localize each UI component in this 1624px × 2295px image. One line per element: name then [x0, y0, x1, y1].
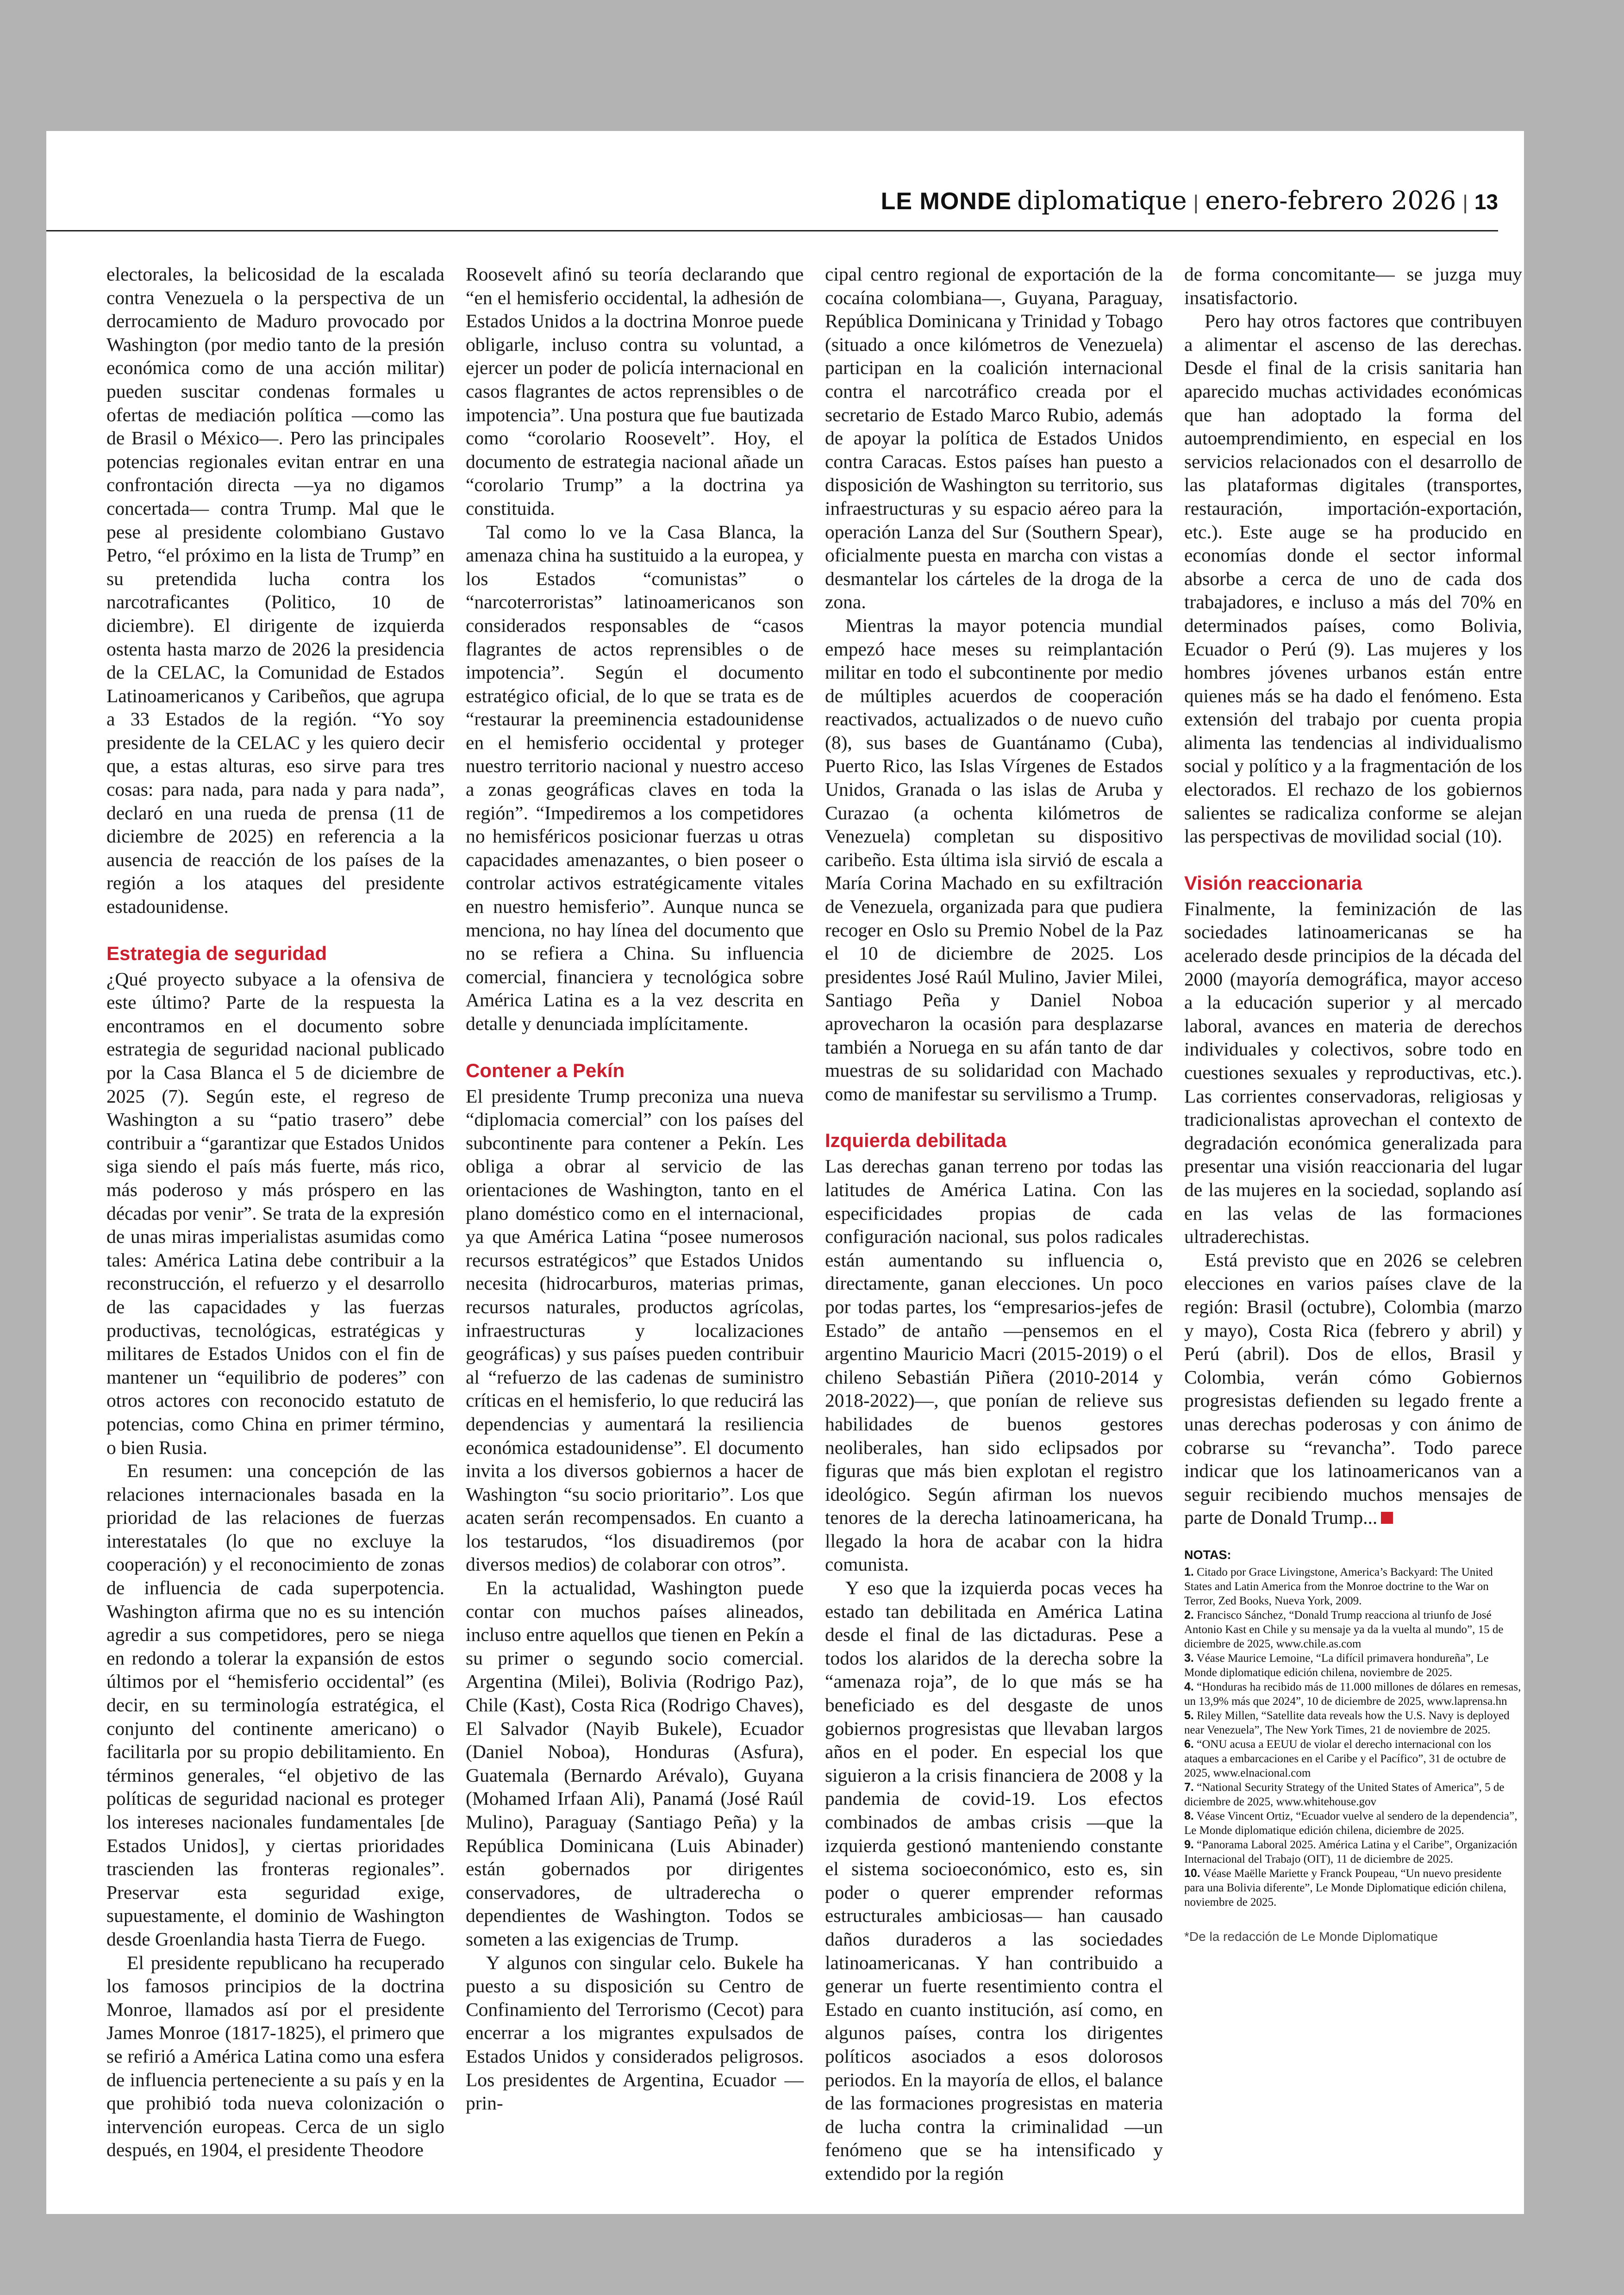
- footnote-text: Véase Vincent Ortiz, “Ecuador vuelve al sendero de la dependencia”, Le Monde diplomatique edición chilena, diciembre de 2025.: [1184, 1809, 1518, 1837]
- section-heading: Estrategia de seguridad: [106, 942, 327, 964]
- article-column-2: [466, 262, 804, 2115]
- footnote: [1184, 1866, 1522, 1909]
- footnote-number: 2.: [1184, 1608, 1194, 1621]
- footnote-number: 7.: [1184, 1780, 1194, 1794]
- article-column-4: [1184, 262, 1522, 1948]
- footnote: [1184, 1565, 1522, 1608]
- footnote: [1184, 1737, 1522, 1780]
- footnotes: [1184, 1548, 1522, 1909]
- paragraph: Y eso que la izquierda pocas veces ha estado tan debilitada en América Latina desde el final de las dictaduras. Pese a todos los alaridos de la derecha sobre la “amenaza roja”, de lo que más se ha beneficiado es del desgaste de unos gobiernos progresistas que llevaban largos años en el poder. En especial los que siguieron a la crisis financiera de 2008 y la pandemia de covid-19. Los efectos combinados de ambas crisis —que la izquierda gestionó manteniendo constante el sistema socioeconómico, esto es, sin poder o querer emprender reformas estructurales ambiciosas— han causado daños duraderos a las sociedades latinoamericanas. Y han contribuido a generar un fuerte resentimiento contra el Estado en cuanto institución, así como, en algunos países, contra los dirigentes políticos asociados a esos dolorosos periodos. En la mayoría de ellos, el balance de las formaciones progresistas en materia de lucha contra la criminalidad —un fenómeno que se ha intensificado y extendido por la región: [825, 1577, 1163, 2184]
- masthead-separator: |: [1193, 191, 1199, 214]
- footnote-number: 5.: [1184, 1709, 1194, 1722]
- footnote: [1184, 1780, 1522, 1809]
- footnote-number: 1.: [1184, 1565, 1194, 1578]
- footnote-text: Citado por Grace Livingstone, America’s Backyard: The United States and Latin America from the Monroe doctrine to the War on Terror, Zed Books, Nueva York, 2009.: [1184, 1565, 1493, 1607]
- footnote-text: Véase Maurice Lemoine, “La difícil primavera hondureña”, Le Monde diplomatique edición chilena, noviembre de 2025.: [1184, 1652, 1489, 1679]
- footnotes-list: [1184, 1565, 1522, 1909]
- footnote: [1184, 1809, 1522, 1838]
- footnote-text: “ONU acusa a EEUU de violar el derecho internacional con los ataques a embarcaciones en el Caribe y el Pacífico”, 31 de octubre de 2025, www.elnacional.com: [1184, 1738, 1506, 1779]
- footnote-number: 4.: [1184, 1680, 1194, 1693]
- footnote-text: “Panorama Laboral 2025. América Latina y el Caribe”, Organización Internacional del Trabajo (OIT), 11 de diciembre de 2025.: [1184, 1838, 1518, 1865]
- section-heading: Contener a Pekín: [466, 1059, 625, 1081]
- section-heading: Visión reaccionaria: [1184, 872, 1362, 894]
- end-of-article-mark: [1381, 1512, 1393, 1524]
- footnote-number: 6.: [1184, 1737, 1194, 1751]
- footnote-text: Véase Maëlle Mariette y Franck Poupeau, “Un nuevo presidente para una Bolivia diferente”, Le Monde Diplomatique edición chilena, noviembre de 2025.: [1184, 1867, 1506, 1908]
- footnote-number: 8.: [1184, 1809, 1194, 1822]
- footnote: [1184, 1709, 1522, 1737]
- paragraph: Y algunos con singular celo. Bukele ha puesto a su disposición su Centro de Confinamiento del Terrorismo (Cecot) para encerrar a los migrantes expulsados de Estados Unidos y considerados peligrosos. Los presidentes de Argentina, Ecuador —prin-: [466, 1952, 804, 2114]
- masthead-brand: LE MONDE: [881, 188, 1012, 215]
- footnote-text: Riley Millen, “Satellite data reveals how the U.S. Navy is deployed near Venezuela”, The New York Times, 21 de noviembre de 2025.: [1184, 1709, 1510, 1736]
- closing-paragraph-text: Está previsto que en 2026 se celebren elecciones en varios países clave de la región: Brasil (octubre), Colombia (marzo y mayo), Costa Rica (febrero y abril) y Perú (abril). Dos de ellos, Brasil y Colombia, verán cómo Gobiernos progresistas defienden su legado frente a unas derechas poderosas y con ánimo de cobrarse su “revancha”. Todo parece indicar que los latinoamericanos van a seguir recibiendo muchos mensajes de parte de Donald Trump...: [1184, 1249, 1522, 1528]
- masthead-separator-2: |: [1462, 191, 1468, 214]
- footnote-number: 9.: [1184, 1838, 1194, 1851]
- footnote-number: 3.: [1184, 1651, 1194, 1665]
- footnote-number: 10.: [1184, 1866, 1200, 1880]
- paragraph: electorales, la belicosidad de la escalada contra Venezuela o la perspectiva de un derrocamiento de Maduro provocado por Washington (por medio tanto de la presión económica como de una acción militar) pueden suscitar condenas formales u ofertas de mediación política —como las de Brasil o México—. Pero las principales potencias regionales evitan entrar en una confrontación directa —ya no digamos concertada— contra Trump. Mal que le pese al presidente colombiano Gustavo Petro, “el próximo en la lista de Trump” en su pretendida lucha contra los narcotraficantes (Politico, 10 de diciembre). El dirigente de izquierda ostenta hasta marzo de 2026 la presidencia de la CELAC, la Comunidad de Estados Latinoamericanos y Caribeños, que agrupa a 33 Estados de la región. “Yo soy presidente de la CELAC y les quiero decir que, a estas alturas, eso sirve para tres cosas: para nada, para nada y para nada”, declaró en una rueda de prensa (11 de diciembre de 2025) en referencia a la ausencia de reacción de los países de la región a los ataques del presidente estadounidense.: [106, 263, 444, 917]
- footnote-text: “Honduras ha recibido más de 11.000 millones de dólares en remesas, un 13,9% más que 2024”, 10 de diciembre de 2025, www.laprensa.hn: [1184, 1680, 1521, 1708]
- issue-date: enero-febrero 2026: [1205, 186, 1456, 215]
- article-column-1: [106, 262, 444, 2162]
- footnote: [1184, 1651, 1522, 1680]
- paragraph: Pero hay otros factores que contribuyen a alimentar el ascenso de las derechas. Desde el final de la crisis sanitaria han aparecido muchas actividades económicas que han adoptado la forma del autoemprendimiento, en especial en los servicios relacionados con el desarrollo de las plataformas digitales (transportes, restauración, importación-exportación, etc.). Este auge se ha producido en economías donde el sector informal absorbe a cerca de uno de cada dos trabajadores, e incluso a más del 70% en determinados países, como Bolivia, Ecuador o Perú (9). Las mujeres y los hombres jóvenes urbanos están entre quienes más se ha dado el fenómeno. Esta extensión del trabajo por cuenta propia alimenta las tendencias al individualismo social y político y a la fragmentación de los electorados. El rechazo de los gobiernos salientes se radicaliza conforme se alejan las perspectivas de movilidad social (10).: [1184, 310, 1522, 847]
- footnote-text: “National Security Strategy of the United States of America”, 5 de diciembre de 2025, www.whitehouse.gov: [1184, 1781, 1505, 1808]
- header-rule: [46, 230, 1498, 231]
- paragraph: Mientras la mayor potencia mundial empezó hace meses su reimplantación militar en todo el subcontinente por medio de múltiples acuerdos de cooperación reactivados, actualizados o de nuevo cuño (8), sus bases de Guantánamo (Cuba), Puerto Rico, las Islas Vírgenes de Estados Unidos, Granada o las islas de Aruba y Curazao (a ochenta kilómetros de Venezuela) completan su dispositivo caribeño. Esta última isla sirvió de escala a María Corina Machado en su exfiltración de Venezuela, organizada para que pudiera recoger en Oslo su Premio Nobel de la Paz el 10 de diciembre de 2025. Los presidentes José Raúl Mulino, Javier Milei, Santiago Peña y Daniel Noboa aprovecharon la ocasión para desplazarse también a Noruega en su afán tanto de dar muestras de su solidaridad con Machado como de manifestar su servilismo a Trump.: [825, 614, 1163, 1104]
- masthead-subtitle: diplomatique: [1017, 186, 1187, 215]
- paragraph: cipal centro regional de exportación de la cocaína colombiana—, Guyana, Paraguay, República Dominicana y Trinidad y Tobago (situado a once kilómetros de Venezuela) participan en la coalición internacional contra el narcotráfico creada por el secretario de Estado Marco Rubio, además de apoyar la política de Estados Unidos contra Caracas. Estos países han puesto a disposición de Washington su territorio, sus infraestructuras y su espacio aéreo para la operación Lanza del Sur (Southern Spear), oficialmente puesta en marcha con vistas a desmantelar los cárteles de la droga de la zona.: [825, 263, 1163, 613]
- footnote: [1184, 1680, 1522, 1709]
- byline: *De la redacción de Le Monde Diplomatique: [1184, 1929, 1438, 1944]
- page-number: 13: [1474, 190, 1498, 214]
- paragraph: El presidente republicano ha recuperado los famosos principios de la doctrina Monroe, llamados así por el presidente James Monroe (1817-1825), el primero que se refirió a América Latina como una esfera de influencia perteneciente a su país y en la que prohibió toda nueva colonización o intervención europeas. Cerca de un siglo después, en 1904, el presidente Theodore: [106, 1952, 444, 2161]
- paragraph: El presidente Trump preconiza una nueva “diplomacia comercial” con los países del subcontinente para contener a Pekín. Les obliga a obrar al servicio de las orientaciones de Washington, tanto en el plano doméstico como en el internacional, ya que América Latina “posee numerosos recursos estratégicos” que Estados Unidos necesita (hidrocarburos, materias primas, recursos naturales, productos agrícolas, infraestructuras y localizaciones geográficas) y sus países pueden contribuir al “refuerzo de las cadenas de suministro críticas en el hemisferio, lo que reducirá las dependencias y aumentará la resiliencia económica estadounidense”. El documento invita a los diversos gobiernos a hacer de Washington “su socio prioritario”. Los que acaten serán recompensados. En cuanto a los testarudos, “los disuadiremos (por diversos medios) de colaborar con otros”.: [466, 1085, 804, 1575]
- footnote-text: Francisco Sánchez, “Donald Trump reacciona al triunfo de José Antonio Kast en Chile y su mensaje ya da la vuelta al mundo”, 15 de diciembre de 2025, www.chile.as.com: [1184, 1609, 1504, 1650]
- paragraph: ¿Qué proyecto subyace a la ofensiva de este último? Parte de la respuesta la encontramos en el documento sobre estrategia de seguridad nacional publicado por la Casa Blanca el 5 de diciembre de 2025 (7). Según este, el regreso de Washington a su “patio trasero” debe contribuir a “garantizar que Estados Unidos siga siendo el país más fuerte, más rico, más poderoso y más próspero en las décadas por venir”. Se trata de la expresión de unas miras imperialistas asumidas como tales: América Latina debe contribuir a la reconstrucción, el refuerzo y el desarrollo de las capacidades y las fuerzas productivas, tecnológicas, estratégicas y militares de Estados Unidos con el fin de mantener un “equilibrio de poderes” con otros actores con reconocido estatuto de potencias, como China en primer término, o bien Rusia.: [106, 968, 444, 1458]
- section-heading: Izquierda debilitada: [825, 1129, 1007, 1152]
- paragraph: En resumen: una concepción de las relaciones internacionales basada en la prioridad de las relaciones de fuerzas interestatales (lo que no excluye la cooperación) y el reconocimiento de zonas de influencia de cada superpotencia. Washington afirma que no es su intención agredir a sus competidores, pero se niega en redondo a tolerar la expansión de estos últimos por el “hemisferio occidental” (es decir, en su terminología estratégica, el conjunto del continente americano) o facilitarla por su propio debilitamiento. En términos generales, “el objetivo de las políticas de seguridad nacional es proteger los intereses nacionales fundamentales [de Estados Unidos], y ciertas prioridades trascienden las fronteras regionales”. Preservar esta seguridad exige, supuestamente, el dominio de Washington desde Groenlandia hasta Tierra de Fuego.: [106, 1460, 444, 1950]
- masthead: [881, 186, 1498, 223]
- paragraph: Roosevelt afinó su teoría declarando que “en el hemisferio occidental, la adhesión de Estados Unidos a la doctrina Monroe puede obligarle, incluso contra su voluntad, a ejercer un poder de policía internacional en casos flagrantes de actos reprensibles o de impotencia”. Una postura que fue bautizada como “corolario Roosevelt”. Hoy, el documento de estrategia nacional añade un “corolario Trump” a la doctrina ya constituida.: [466, 263, 804, 519]
- footnote: [1184, 1608, 1522, 1651]
- footnotes-title: NOTAS:: [1184, 1547, 1231, 1562]
- footnote: [1184, 1838, 1522, 1866]
- article-column-3: [825, 262, 1163, 2185]
- paragraph: Finalmente, la feminización de las sociedades latinoamericanas se ha acelerado desde principios de la década del 2000 (mayoría demográfica, mayor acceso a la educación superior y al mercado laboral, avances en materia de derechos individuales y colectivos, sobre todo en cuestiones sexuales y reproductivas, etc.). Las corrientes conservadoras, religiosas y tradicionalistas aprovechan el contexto de degradación económica generalizada para presentar una visión reaccionaria del lugar de las mujeres en la sociedad, soplando así en las velas de las formaciones ultraderechistas.: [1184, 898, 1522, 1247]
- paragraph: En la actualidad, Washington puede contar con muchos países alineados, incluso entre aquellos que tienen en Pekín a su primer o segundo socio comercial. Argentina (Milei), Bolivia (Rodrigo Paz), Chile (Kast), Costa Rica (Rodrigo Chaves), El Salvador (Nayib Bukele), Ecuador (Daniel Noboa), Honduras (Asfura), Guatemala (Bernardo Arévalo), Guyana (Mohamed Irfaan Ali), Panamá (José Raúl Mulino), Paraguay (Santiago Peña) y la República Dominicana (Luis Abinader) están gobernados por dirigentes conservadores, de ultraderecha o dependientes de Washington. Todos se someten a las exigencias de Trump.: [466, 1577, 804, 1950]
- paragraph: de forma concomitante— se juzga muy insatisfactorio.: [1184, 263, 1522, 308]
- paragraph: [1184, 1248, 1522, 1529]
- paragraph: Las derechas ganan terreno por todas las latitudes de América Latina. Con las especificidades propias de cada configuración nacional, sus polos radicales están aumentando su influencia o, directamente, ganan elecciones. Un poco por todas partes, los “empresarios-jefes de Estado” de antaño —pensemos en el argentino Mauricio Macri (2015-2019) o el chileno Sebastián Piñera (2010-2014 y 2018-2022)—, que ponían de relieve sus habilidades de buenos gestores neoliberales, han sido eclipsados por figuras que más bien explotan el registro ideológico. Según afirman los nuevos tenores de la derecha latinoamericana, ha llegado la hora de acabar con la hidra comunista.: [825, 1155, 1163, 1575]
- paragraph: Tal como lo ve la Casa Blanca, la amenaza china ha sustituido a la europea, y los Estados “comunistas” o “narcoterroristas” latinoamericanos son considerados responsables de “casos flagrantes de actos reprensibles o de impotencia”. Según el documento estratégico oficial, de lo que se trata es de “restaurar la preeminencia estadounidense en el hemisferio occidental y proteger nuestro territorio nacional y nuestro acceso a zonas geográficas claves en toda la región”. “Impediremos a los competidores no hemisféricos posicionar fuerzas u otras capacidades amenazantes, o bien poseer o controlar activos estratégicamente vitales en nuestro hemisferio”. Aunque nunca se menciona, no hay línea del documento que no se refiera a China. Su influencia comercial, financiera y tecnológica sobre América Latina es a la vez descrita en detalle y denunciada implícitamente.: [466, 521, 804, 1034]
- newspaper-page: [46, 131, 1524, 2214]
